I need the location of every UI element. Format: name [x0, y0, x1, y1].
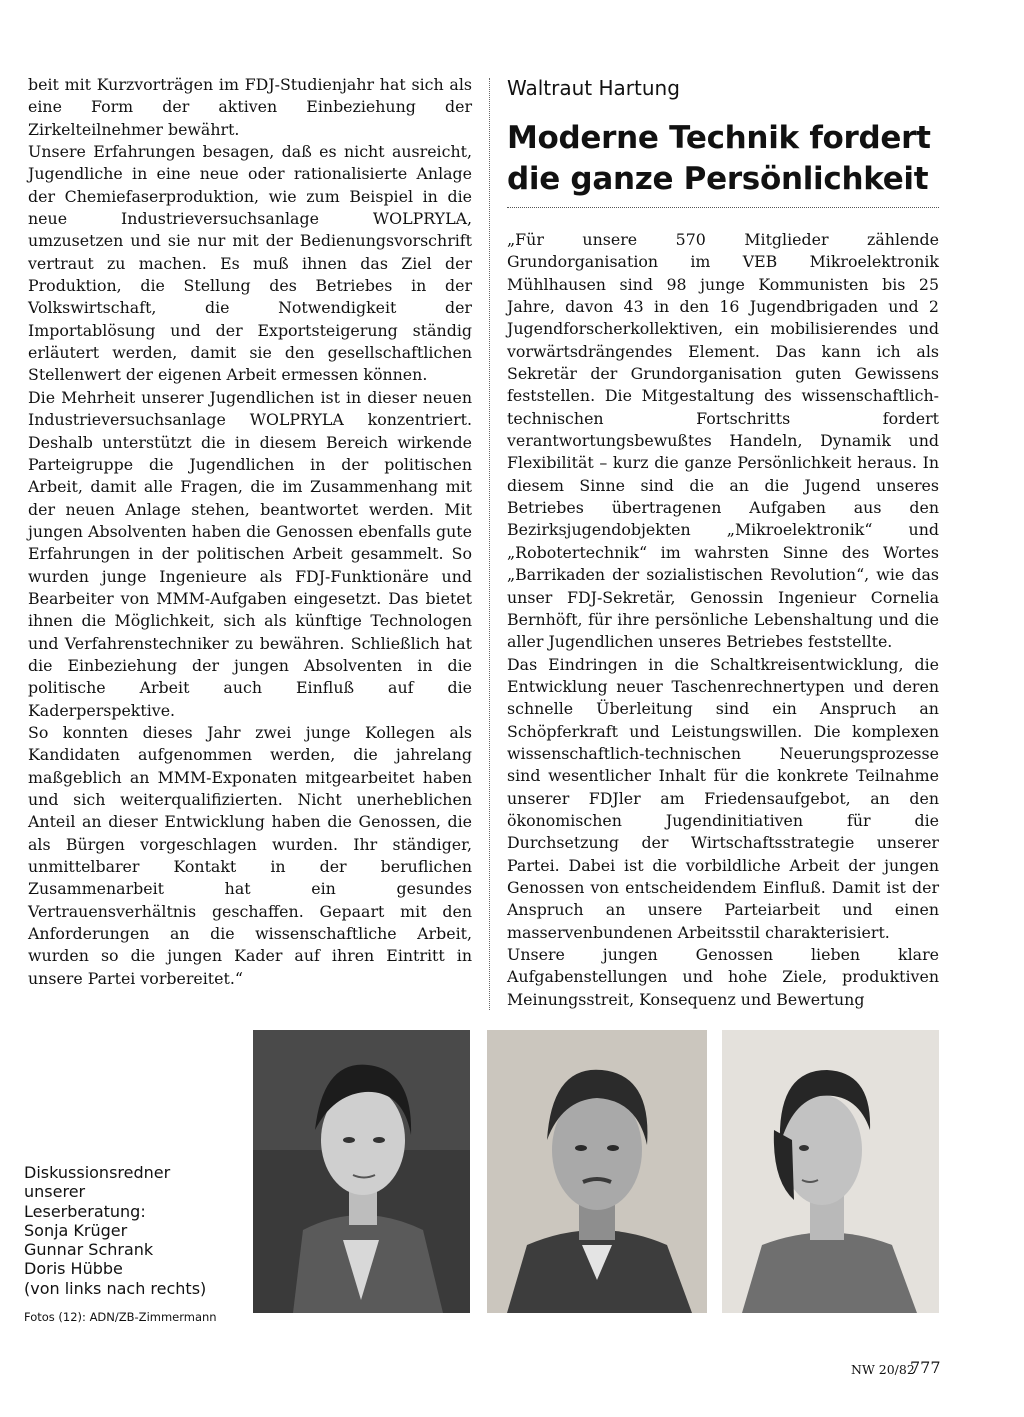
issue-label: NW 20/82 [851, 1362, 915, 1377]
paragraph: Das Eindringen in die Schaltkreisentwicklung, die Entwicklung neuer Taschenrechnertypen und deren schnelle Überleitung sind ein Anspruch an Schöpferkraft und Leistungswillen. Die komplexen wissenschaftlich-technischen Neuerungsprozesse sind wesentlicher Inhalt für die konkrete Teilnahme unserer FDJler am Friedensaufgebot, an den ökonomischen Jugendinitiativen für die Durchsetzung der Wirtschaftsstrategie unserer Partei. Dabei ist die vorbildliche Arbeit der jungen Genossen von entscheidendem Einfluß. Damit ist der Anspruch an unsere Parteiarbeit und einen masservenbundenen Arbeitsstil charakterisiert. [507, 654, 939, 942]
article-headline [507, 118, 957, 200]
photo-caption [24, 1163, 206, 1298]
caption-line: Diskussionsredner [24, 1163, 171, 1182]
paragraph: Unsere jungen Genossen lieben klare Aufgabenstellungen und hohe Ziele, produktiven Meinungsstreit, Konsequenz und Bewertung [507, 945, 939, 1009]
caption-line: Gunnar Schrank [24, 1240, 154, 1260]
portrait-photo-sonja-krueger [253, 1030, 470, 1313]
caption-line: unserer [24, 1182, 86, 1202]
article-author: Waltraut Hartung [507, 76, 680, 100]
paragraph: beit mit Kurzvorträgen im FDJ-Studienjahr hat sich als eine Form der aktiven Einbeziehung der Zirkelteilnehmer bewährt. [28, 75, 472, 139]
page-number: 777 [910, 1358, 941, 1377]
headline-line: die ganze Persönlichkeit [507, 161, 929, 197]
paragraph: Unsere Erfahrungen besagen, daß es nicht ausreicht, Jugendliche in eine neue oder rationalisierte Anlage der Chemiefaserproduktion, wie zum Beispiel in die neue Industrieversuchsanlage WOLPRYLA, umzusetzen und sie nur mit der Bedienungsvorschrift vertraut zu machen. Es muß ihnen das Ziel der Produktion, die Stellung des Betriebes in der Volkswirtschaft, die Notwendigkeit der Importablösung und der Exportsteigerung ständig erläutert werden, damit sie den gesellschaftlichen Stellenwert der eigenen Arbeit ermessen können. [28, 142, 472, 385]
column-divider [489, 78, 490, 1010]
headline-line: Moderne Technik fordert [507, 120, 931, 156]
headline-divider [507, 207, 939, 208]
photo-credit: Fotos (12): ADN/ZB-Zimmermann [24, 1310, 217, 1324]
article-body [507, 229, 939, 1011]
caption-line: Doris Hübbe [24, 1259, 123, 1279]
paragraph: So konnten dieses Jahr zwei junge Kollegen als Kandidaten aufgenommen werden, die jahrelang maßgeblich an MMM-Exponaten mitgearbeitet haben und sich weiterqualifizierten. Nicht unerheblichen Anteil an dieser Entwicklung haben die Genossen, die als Bürgen vorgeschlagen wurden. Ihr ständiger, unmittelbarer Kontakt in der beruflichen Zusammenarbeit hat ein gesundes Vertrauensverhältnis geschaffen. Gepaart mit den Anforderungen an die wissenschaftliche Arbeit, wurden so die jungen Kader auf ihren Eintritt in unsere Partei vorbereitet.“ [28, 722, 472, 988]
paragraph: „Für unsere 570 Mitglieder zählende Grundorganisation im VEB Mikroelektronik Mühlhausen sind 98 junge Kommunisten bis 25 Jahre, davon 43 in den 16 Jugendbrigaden und 2 Jugendforscherkollektiven, ein mobilisierendes und vorwärtsdrängendes Element. Das kann ich als Sekretär der Grundorganisation guten Gewissens feststellen. Die Mitgestaltung des wissenschaftlich-technischen Fortschritts fordert verantwortungsbewußtes Handeln, Dynamik und Flexibilität – kurz die ganze Persönlichkeit heraus. In diesem Sinne sind die an die Jugend unseres Betriebes übertragenen Aufgaben aus den Bezirksjugendobjekten „Mikroelektronik“ und „Robotertechnik“ im wahrsten Sinne des Wortes „Barrikaden der sozialistischen Revolution“, wie das unser FDJ-Sekretär, Genossin Ingenieur Cornelia Bernhöft, für ihre persönliche Lebenshaltung und die aller Jugendlichen unseres Betriebes feststellte. [507, 230, 939, 652]
caption-line: Leserberatung: [24, 1201, 146, 1221]
portrait-photo-doris-huebbe [722, 1030, 939, 1313]
paragraph: Die Mehrheit unserer Jugendlichen ist in dieser neuen Industrieversuchsanlage WOLPRYLA konzentriert. Deshalb unterstützt die in diesem Bereich wirkende Parteigruppe die Jugendlichen in der politischen Arbeit, damit alle Fragen, die im Zusammenhang mit der neuen Anlage stehen, beantwortet werden. Mit jungen Absolventen haben die Genossen ebenfalls gute Erfahrungen in der politischen Arbeit gesammelt. So wurden junge Ingenieure als FDJ-Funktionäre und Bearbeiter von MMM-Aufgaben eingesetzt. Das bietet ihnen die Möglichkeit, sich als künftige Technologen und Verfahrenstechniker zu bewähren. Schließlich hat die Einbeziehung der jungen Absolventen in die politische Arbeit auch Einfluß auf die Kaderperspektive. [28, 387, 472, 720]
caption-line: Sonja Krüger [24, 1220, 128, 1240]
portrait-photo-gunnar-schrank [487, 1030, 707, 1313]
caption-line: (von links nach rechts) [24, 1278, 207, 1298]
left-column [28, 74, 472, 990]
